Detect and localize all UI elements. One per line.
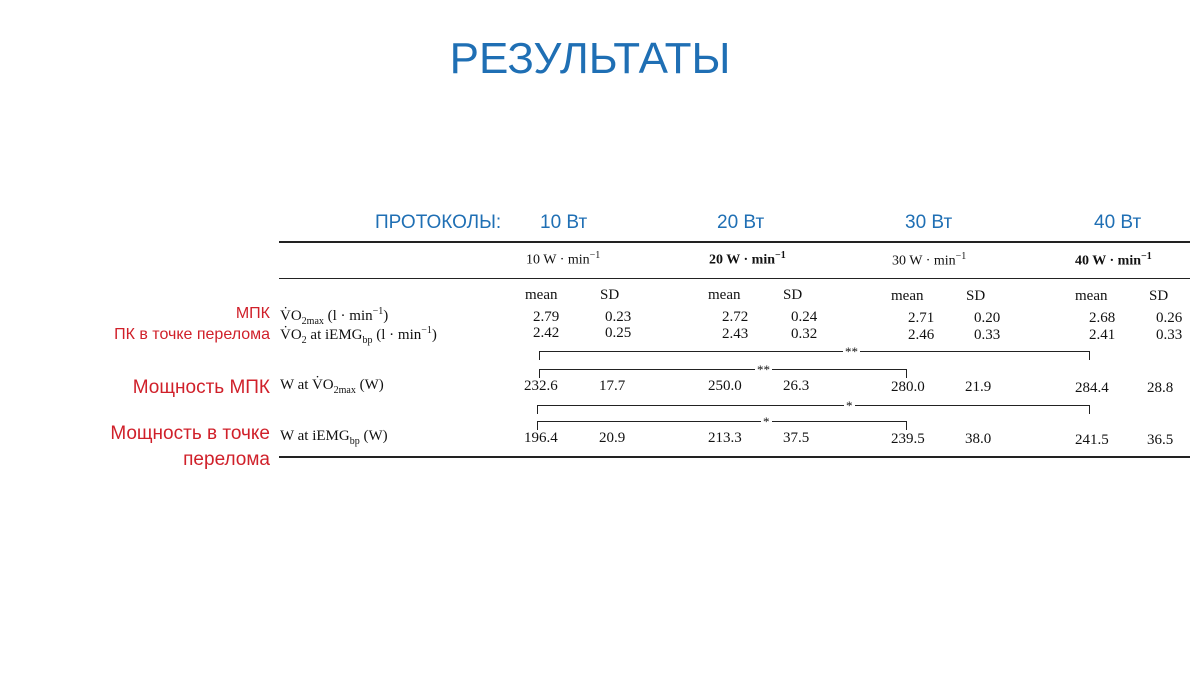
en-label-vo2max: $V̇O_{2max}$ $(l \cdot \min^{-1})$ — [280, 306, 389, 327]
page-title: РЕЗУЛЬТАТЫ — [449, 34, 731, 83]
col-sd-4: SD — [1149, 288, 1169, 304]
col-mean-1: mean — [525, 287, 558, 303]
en-label-power-vo2max: W at $V̇O_{2max}$ (W) — [280, 377, 384, 396]
cell-r3-c4: 26.3 — [783, 378, 810, 394]
table-header-rule — [279, 278, 1190, 279]
cell-r4-c1: 196.4 — [524, 430, 558, 446]
col-sd-3: SD — [966, 288, 986, 304]
significance-bracket-inner-r4 — [537, 421, 907, 430]
protocol-20w: 20 Вт — [717, 212, 765, 233]
table-top-rule — [279, 241, 1190, 243]
ru-label-power-breakpoint: Мощность в точке перелома — [110, 423, 270, 470]
cell-r2-c5: 2.46 — [908, 327, 935, 343]
table-bottom-rule — [279, 456, 1190, 458]
cell-r4-c7: 241.5 — [1075, 432, 1109, 448]
significance-stars-inner-r3: ** — [757, 362, 770, 377]
cell-r1-c5: 2.71 — [908, 310, 935, 326]
significance-stars-outer-r3: ** — [845, 344, 858, 359]
cell-r1-c2: 0.23 — [605, 309, 632, 325]
cell-r1-c3: 2.72 — [722, 309, 749, 325]
cell-r4-c3: 213.3 — [708, 430, 742, 446]
significance-bracket-inner-r3 — [539, 369, 907, 378]
cell-r2-c3: 2.43 — [722, 326, 749, 342]
en-label-power-breakpoint: W at iEMG$_{bp}$ (W) — [280, 428, 388, 447]
ru-label-vo2-breakpoint: ПК в точке перелома — [114, 326, 270, 343]
cell-r3-c3: 250.0 — [708, 378, 742, 394]
cell-r2-c7: 2.41 — [1089, 327, 1116, 343]
group-header-10: 10 $W \cdot \min^{-1}$ — [526, 250, 601, 268]
col-mean-4: mean — [1075, 288, 1108, 304]
significance-star-outer-r4: * — [846, 398, 853, 413]
cell-r3-c2: 17.7 — [599, 378, 626, 394]
col-sd-1: SD — [600, 287, 620, 303]
cell-r1-c4: 0.24 — [791, 309, 818, 325]
cell-r1-c7: 2.68 — [1089, 310, 1116, 326]
col-mean-3: mean — [891, 288, 924, 304]
protocol-30w: 30 Вт — [905, 212, 953, 233]
cell-r3-c8: 28.8 — [1147, 380, 1174, 396]
cell-r2-c6: 0.33 — [974, 327, 1001, 343]
group-header-40: 40 $W \cdot \min^{-1}$ — [1075, 251, 1152, 269]
significance-bracket-outer-r3 — [539, 351, 1090, 360]
cell-r1-c8: 0.26 — [1156, 310, 1183, 326]
protocol-10w: 10 Вт — [540, 212, 588, 233]
ru-label-vo2max: МПК — [235, 305, 270, 322]
cell-r2-c8: 0.33 — [1156, 327, 1183, 343]
protocols-label: ПРОТОКОЛЫ: — [375, 212, 502, 233]
protocol-40w: 40 Вт — [1094, 212, 1142, 233]
group-header-20: 20 $W \cdot \min^{-1}$ — [709, 250, 786, 268]
group-header-30: 30 $W \cdot \min^{-1}$ — [892, 251, 967, 269]
significance-bracket-outer-r4 — [537, 405, 1090, 414]
cell-r3-c1: 232.6 — [524, 378, 558, 394]
cell-r4-c4: 37.5 — [783, 430, 810, 446]
cell-r2-c4: 0.32 — [791, 326, 818, 342]
cell-r3-c6: 21.9 — [965, 379, 992, 395]
cell-r4-c8: 36.5 — [1147, 432, 1174, 448]
significance-star-inner-r4: * — [763, 414, 770, 429]
col-mean-2: mean — [708, 287, 741, 303]
cell-r1-c1: 2.79 — [533, 309, 560, 325]
cell-r2-c2: 0.25 — [605, 325, 632, 341]
en-label-vo2-breakpoint: $V̇O_2$ at iEMG$_{bp}$ $(l \cdot \min^{-1})$ — [280, 325, 437, 346]
cell-r3-c5: 280.0 — [891, 379, 925, 395]
cell-r1-c6: 0.20 — [974, 310, 1001, 326]
col-sd-2: SD — [783, 287, 803, 303]
ru-label-power-vo2max: Мощность МПК — [132, 377, 270, 398]
cell-r2-c1: 2.42 — [533, 325, 560, 341]
cell-r4-c6: 38.0 — [965, 431, 992, 447]
cell-r4-c2: 20.9 — [599, 430, 626, 446]
cell-r4-c5: 239.5 — [891, 431, 925, 447]
cell-r3-c7: 284.4 — [1075, 380, 1109, 396]
